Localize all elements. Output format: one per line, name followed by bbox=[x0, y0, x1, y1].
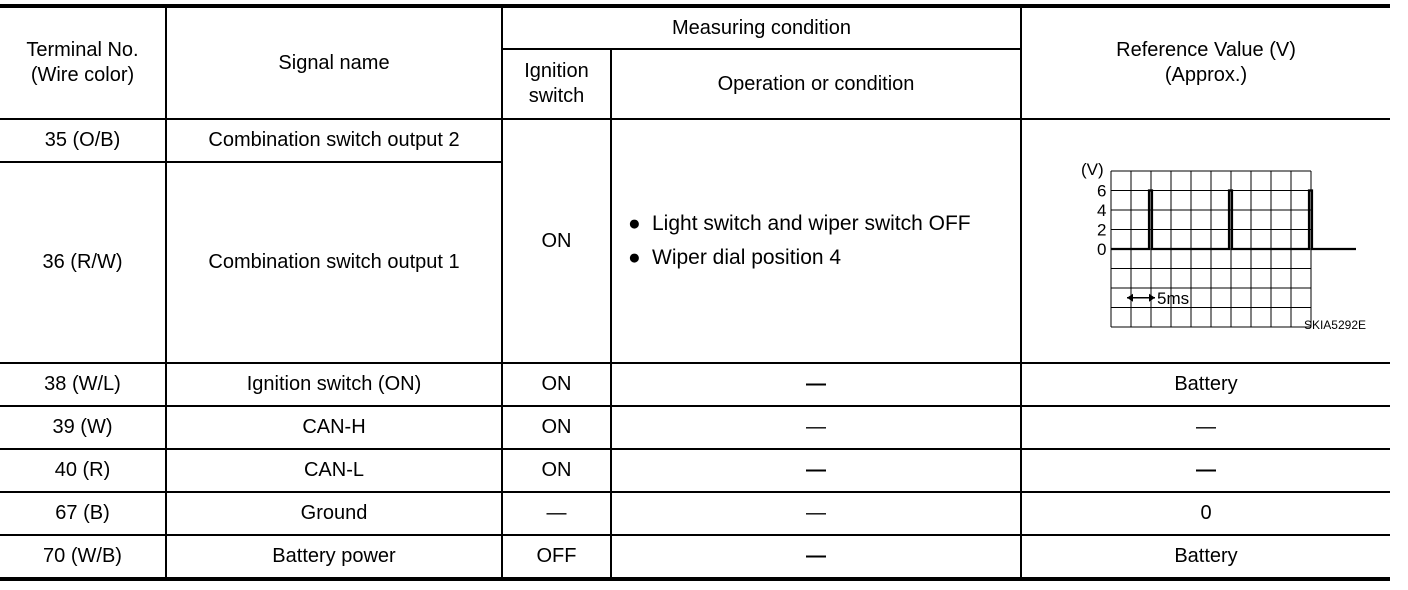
condition-cell: — bbox=[611, 406, 1021, 449]
terminal-cell: 39 (W) bbox=[0, 406, 166, 449]
waveform-cell bbox=[1021, 119, 1390, 363]
bullet-icon: ● bbox=[628, 246, 641, 269]
header-operation: Operation or condition bbox=[611, 49, 1021, 119]
y-tick-label: 4 bbox=[1097, 201, 1107, 220]
y-tick-label: 0 bbox=[1097, 240, 1107, 259]
bullet-icon: ● bbox=[628, 211, 641, 235]
condition-cell: — bbox=[611, 449, 1021, 492]
reference-cell: Battery bbox=[1021, 363, 1390, 406]
header-ignition-line1: Ignition bbox=[524, 60, 589, 82]
ignition-cell: — bbox=[502, 492, 611, 535]
header-reference-value bbox=[1021, 6, 1390, 119]
reference-cell: — bbox=[1021, 449, 1390, 492]
ignition-cell: ON bbox=[502, 449, 611, 492]
terminal-cell: 67 (B) bbox=[0, 492, 166, 535]
terminal-cell: 36 (R/W) bbox=[0, 162, 166, 363]
condition-list bbox=[612, 211, 1020, 272]
arrow-head-right-icon bbox=[1149, 294, 1155, 302]
shared-condition-cell bbox=[611, 119, 1021, 363]
condition-text: Light switch and wiper switch OFF bbox=[652, 211, 971, 235]
header-ignition-line2: switch bbox=[528, 85, 585, 107]
header-reference-line2: (Approx.) bbox=[1164, 64, 1248, 86]
timebase-label: 5ms bbox=[1157, 288, 1190, 308]
header-measuring-condition: Measuring condition bbox=[502, 6, 1021, 49]
waveform-figure bbox=[1056, 141, 1366, 341]
reference-cell: Battery bbox=[1021, 535, 1390, 579]
signal-cell: Ignition switch (ON) bbox=[166, 363, 502, 406]
signal-cell: Ground bbox=[166, 492, 502, 535]
header-signal-name: Signal name bbox=[166, 6, 502, 119]
signal-cell: CAN-L bbox=[166, 449, 502, 492]
terminal-cell: 40 (R) bbox=[0, 449, 166, 492]
ignition-cell: ON bbox=[502, 406, 611, 449]
condition-text: Wiper dial position 4 bbox=[652, 246, 842, 269]
waveform-trace bbox=[1111, 191, 1356, 250]
header-ignition-switch bbox=[502, 49, 611, 119]
signal-cell: CAN-H bbox=[166, 406, 502, 449]
terminal-spec-table bbox=[0, 4, 1390, 581]
y-tick-label: 2 bbox=[1097, 220, 1107, 240]
waveform-chart bbox=[1056, 141, 1356, 341]
header-terminal-line1: Terminal No. bbox=[26, 39, 139, 61]
condition-item bbox=[628, 245, 1020, 271]
ignition-cell: OFF bbox=[502, 535, 611, 579]
signal-cell: Battery power bbox=[166, 535, 502, 579]
header-terminal-line2: (Wire color) bbox=[30, 64, 135, 86]
axis-unit: (V) bbox=[1081, 160, 1104, 179]
figure-code: SKIA5292E bbox=[1303, 318, 1366, 332]
shared-ignition-cell: ON bbox=[502, 119, 611, 363]
terminal-cell: 38 (W/L) bbox=[0, 363, 166, 406]
header-terminal bbox=[0, 6, 166, 119]
terminal-cell: 70 (W/B) bbox=[0, 535, 166, 579]
y-tick-label: 6 bbox=[1097, 181, 1107, 201]
reference-cell: 0 bbox=[1021, 492, 1390, 535]
signal-cell: Combination switch output 1 bbox=[166, 162, 502, 363]
condition-item bbox=[628, 211, 1020, 237]
condition-cell: — bbox=[611, 535, 1021, 579]
ignition-cell: ON bbox=[502, 363, 611, 406]
arrow-head-left-icon bbox=[1127, 294, 1133, 302]
condition-cell: — bbox=[611, 363, 1021, 406]
condition-cell: — bbox=[611, 492, 1021, 535]
header-reference-line1: Reference Value (V) bbox=[1116, 39, 1296, 61]
terminal-cell: 35 (O/B) bbox=[0, 119, 166, 162]
reference-cell: — bbox=[1021, 406, 1390, 449]
signal-cell: Combination switch output 2 bbox=[166, 119, 502, 162]
